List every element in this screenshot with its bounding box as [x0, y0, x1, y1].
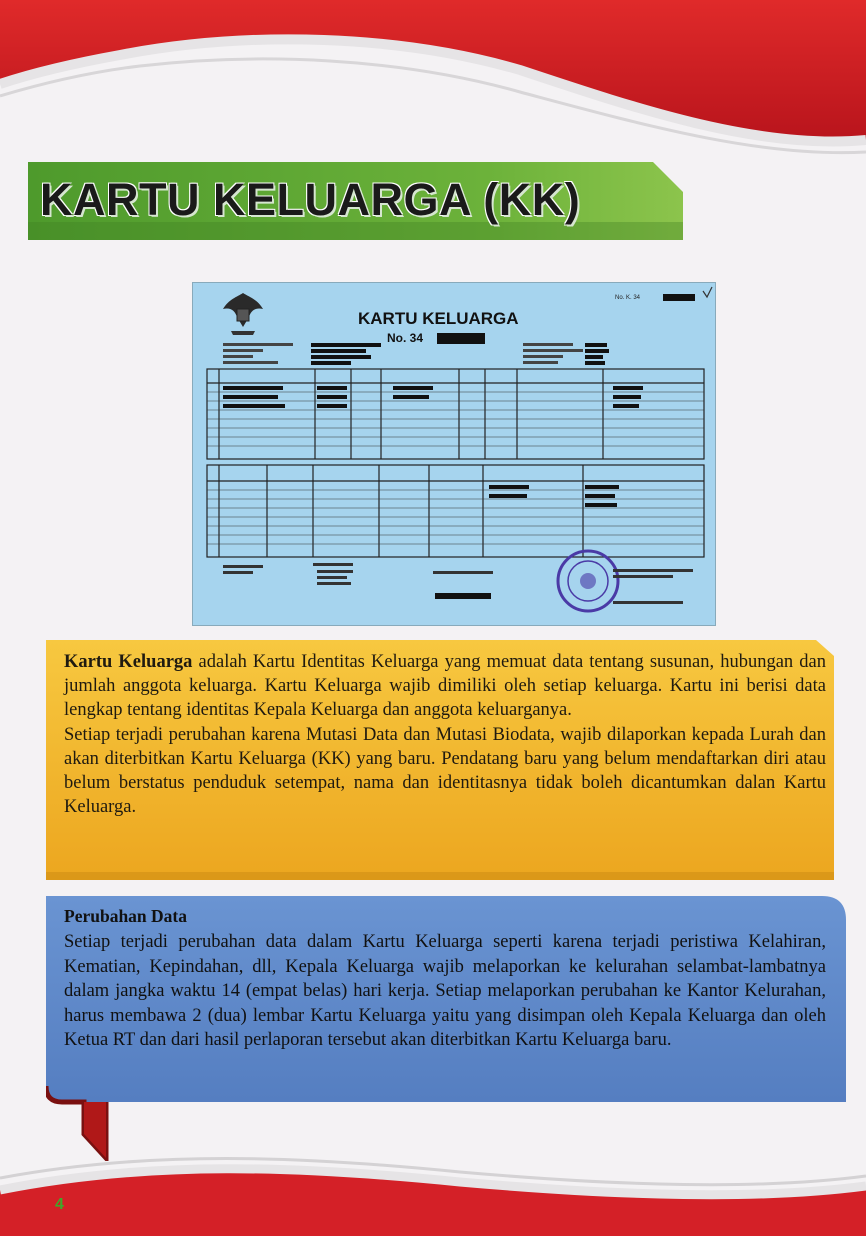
official-stamp-icon [558, 551, 618, 611]
family-card-image [192, 282, 716, 626]
card-top-right-label: No. K. 34 [615, 295, 641, 301]
data-change-body: Setiap terjadi perubahan data dalam Kartu Keluarga seperti karena terjadi peristiwa Kelahiran, Kematian, Kepindahan, dll, Kepala Keluarga wajib melaporkan ke kelurahan selambat-lambatnya dalam jangka waktu 14 (empat belas) hari kerja. Setiap melaporkan perubahan ke Kantor Kelurahan, harus membawa 2 (dua) lembar Kartu Keluarga yaitu yang disimpan oleh Kepala Keluarga dan oleh Ketua RT dan dari hasil perlaporan tersebut akan diterbitkan Kartu Keluarga baru. [64, 932, 826, 1050]
card-number: No. 34 [387, 331, 424, 345]
description-paragraph-1 [64, 650, 826, 723]
top-wave-decoration [0, 0, 866, 170]
description-text [64, 650, 826, 819]
description-bold-term: Kartu Keluarga [64, 652, 193, 672]
garuda-emblem-icon [223, 293, 263, 335]
page-number: 4 [55, 1196, 64, 1213]
description-paragraph-1-rest: adalah Kartu Identitas Keluarga yang memuat data tentang susunan, hubungan dan jumlah anggota keluarga. Kartu Keluarga wajib dimiliki oleh setiap keluarga. Kartu ini berisi data lengkap tentang identitas Kepala Keluarga dan anggota keluarganya. [64, 652, 826, 721]
card-heading: KARTU KELUARGA [358, 309, 519, 328]
page-title: KARTU KELUARGA (KK) [40, 174, 581, 225]
description-paragraph-2: Setiap terjadi perubahan karena Mutasi Data dan Mutasi Biodata, wajib dilaporkan kepada Lurah dan akan diterbitkan Kartu Keluarga (KK) yang baru. Pendatang baru yang belum mendaftarkan diri atau belum berstatus penduduk setempat, nama dan identitasnya tidak boleh dicantumkan dalan Kartu Keluarga. [64, 724, 826, 818]
data-change-heading: Perubahan Data [64, 906, 187, 926]
family-card-illustration [193, 283, 715, 625]
